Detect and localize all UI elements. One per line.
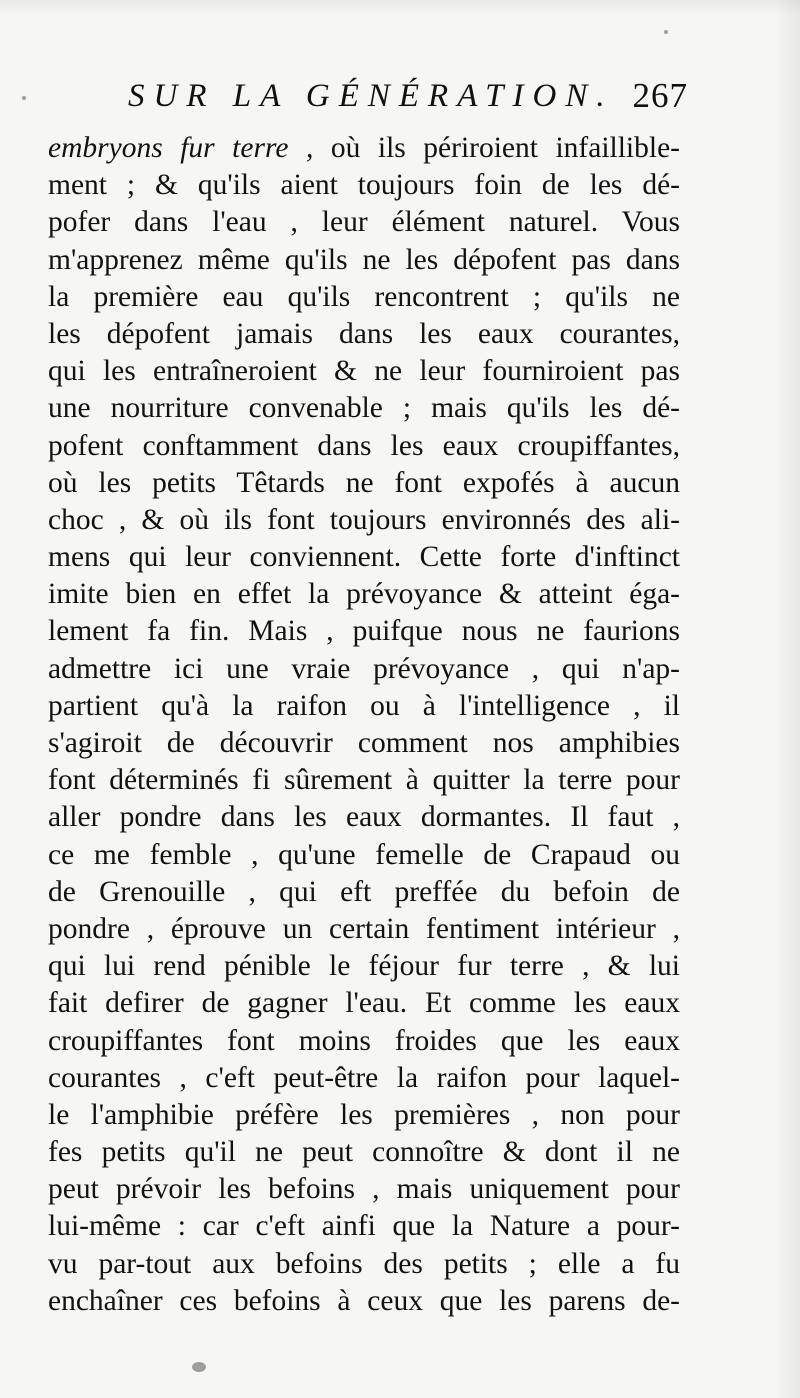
text-line: qui les entraîneroient & ne leur fourniroient pas: [48, 355, 680, 388]
ink-speck: [664, 30, 668, 34]
text-line: font déterminés fi sûrement à quitter la terre pour: [48, 764, 680, 797]
text-line: mens qui leur conviennent. Cette forte d'inftinct: [48, 541, 680, 574]
text-line: m'apprenez même qu'ils ne les dépofent pas dans: [48, 243, 680, 276]
text-line: fait defirer de gagner l'eau. Et comme les eaux: [48, 987, 680, 1020]
text-line: s'agiroit de découvrir comment nos amphibies: [48, 727, 680, 759]
text-line: les dépofent jamais dans les eaux courantes,: [48, 317, 680, 350]
text-line: qui lui rend pénible le féjour fur terre , & lui: [48, 950, 680, 983]
text-line: une nourriture convenable ; mais qu'ils les dé-: [48, 392, 680, 425]
first-line-rest: où ils périroient infaillible-: [330, 132, 680, 164]
text-line: peut prévoir les befoins , mais uniquement pour: [48, 1173, 680, 1206]
ink-speck: [22, 96, 26, 100]
text-line: fes petits qu'il ne peut connoître & dont il ne: [48, 1136, 680, 1169]
text-line: de Grenouille , qui eft preffée du befoin de: [48, 875, 680, 908]
text-line: pofer dans l'eau , leur élément naturel. Vous: [48, 206, 680, 239]
running-head-title: SUR LA GÉNÉRATION.: [128, 78, 614, 114]
text-line: le l'amphibie préfère les premières , non pour: [48, 1098, 680, 1131]
text-line: aller pondre dans les eaux dormantes. Il faut ,: [48, 801, 680, 834]
text-line: ce me femble , qu'une femelle de Crapaud ou: [48, 838, 680, 871]
text-line-1: [48, 130, 680, 167]
text-line: imite bien en effet la prévoyance & atteint éga-: [48, 578, 680, 611]
page-top-shadow: [0, 0, 800, 14]
text-line: partient qu'à la raifon ou à l'intelligence , il: [48, 689, 680, 722]
page-edge-shadow: [774, 0, 800, 1398]
text-line: admettre ici une vraie prévoyance , qui n'ap-: [48, 652, 680, 685]
text-line: lui-même : car c'eft ainfi que la Nature a pour-: [48, 1210, 680, 1243]
text-line: croupiffantes font moins froides que les eaux: [48, 1024, 680, 1057]
text-line: lement fa fin. Mais , puifque nous ne faurions: [48, 615, 680, 648]
running-head: [128, 72, 688, 128]
ink-speck: [192, 1362, 206, 1372]
text-line: choc , & où ils font toujours environnés des ali-: [48, 503, 680, 536]
text-line: la première eau qu'ils rencontrent ; qu'ils ne: [48, 280, 680, 313]
text-line: pondre , éprouve un certain fentiment intérieur ,: [48, 912, 680, 945]
page-number: 267: [632, 76, 688, 115]
body-text: [48, 130, 680, 1320]
text-line: courantes , c'eft peut-être la raifon pour laquel-: [48, 1061, 680, 1094]
text-line: ment ; & qu'ils aient toujours foin de les dé-: [48, 169, 680, 202]
text-line: pofent conftamment dans les eaux croupiffantes,: [48, 429, 680, 462]
text-line: où les petits Têtards ne font expofés à aucun: [48, 466, 680, 499]
text-line: vu par-tout aux befoins des petits ; elle a fu: [48, 1247, 680, 1280]
text-line: enchaîner ces befoins à ceux que les parens de-: [48, 1284, 680, 1317]
italic-phrase: embryons fur terre ,: [48, 132, 314, 164]
